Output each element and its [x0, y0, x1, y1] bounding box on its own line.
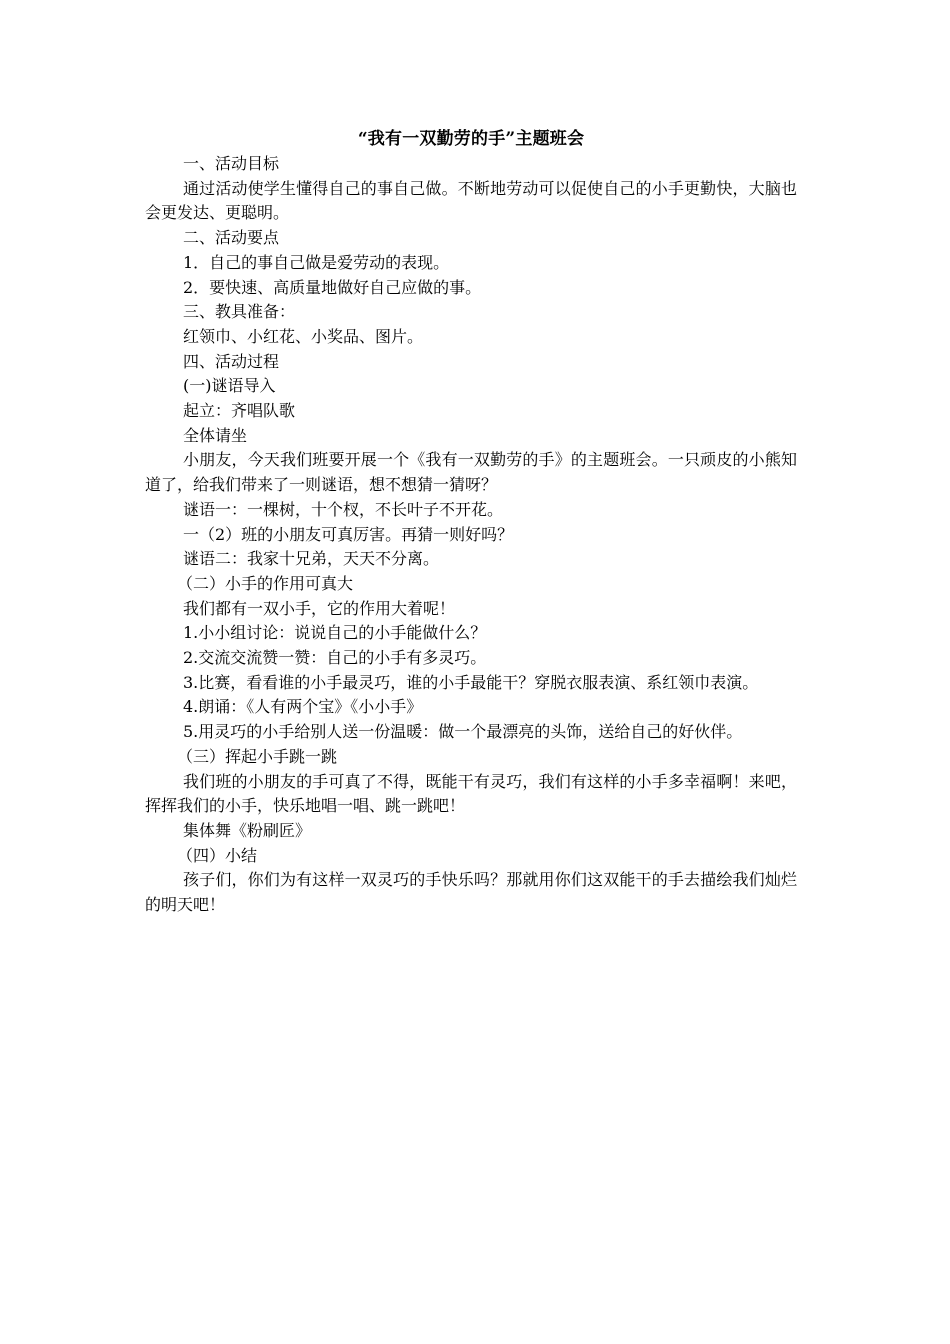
- paragraph-stand-sing: 起立：齐唱队歌: [183, 401, 296, 421]
- subsection-dance: （三）挥起小手跳一跳: [177, 746, 338, 766]
- riddle-one: 谜语一：一棵树，十个杈，不长叶子不开花。: [183, 499, 504, 519]
- paragraph-summary: 孩子们，你们为有这样一双灵巧的手快乐吗？那就用你们这双能干的手去描绘我们灿烂的明天吧！: [145, 870, 797, 915]
- subsection-riddle-intro: (一)谜语导入: [183, 376, 276, 396]
- activity-item-4: 4.朗诵：《人有两个宝》《小小手》: [183, 697, 423, 717]
- activity-item-5: 5.用灵巧的小手给别人送一份温暖：做一个最漂亮的头饰，送给自己的好伙伴。: [183, 722, 743, 742]
- section-heading-process: 四、活动过程: [183, 351, 280, 371]
- paragraph-group-dance: 集体舞《粉刷匠》: [183, 820, 312, 840]
- key-point-2: 2．要快速、高质量地做好自己应做的事。: [183, 277, 482, 297]
- paragraph-intro-speech: 小朋友，今天我们班要开展一个《我有一双勤劳的手》的主题班会。一只顽皮的小熊知道了，给我们带来了一则谜语，想不想猜一猜呀？: [145, 450, 797, 495]
- section-heading-materials: 三、教具准备：: [183, 302, 296, 322]
- subsection-summary: （四）小结: [177, 845, 258, 865]
- section-heading-key-points: 二、活动要点: [183, 228, 280, 248]
- paragraph-materials: 红领巾、小红花、小奖品、图片。: [183, 326, 424, 346]
- document-title: “我有一双勤劳的手”主题班会: [357, 129, 585, 149]
- paragraph-goals: 通过活动使学生懂得自己的事自己做。不断地劳动可以促使自己的小手更勤快，大脑也会更发达、更聪明。: [145, 178, 797, 223]
- section-heading-goals: 一、活动目标: [183, 154, 280, 173]
- riddle-two: 谜语二：我家十兄弟，天天不分离。: [183, 549, 440, 569]
- paragraph-sit-down: 全体请坐: [183, 425, 248, 445]
- key-point-1: 1．自己的事自己做是爱劳动的表现。: [183, 252, 450, 272]
- paragraph-hands-useful: 我们都有一双小手，它的作用大着呢！: [183, 598, 456, 618]
- subsection-hands-useful: （二）小手的作用可真大: [177, 573, 354, 593]
- activity-item-3: 3.比赛，看看谁的小手最灵巧，谁的小手最能干？穿脱衣服表演、系红领巾表演。: [183, 672, 759, 692]
- paragraph-praise: 一（2）班的小朋友可真厉害。再猜一则好吗？: [183, 524, 514, 544]
- activity-item-2: 2.交流交流赞一赞：自己的小手有多灵巧。: [183, 648, 487, 668]
- paragraph-dance: 我们班的小朋友的手可真了不得，既能干有灵巧，我们有这样的小手多幸福啊！来吧，挥挥我们的小手，快乐地唱一唱、跳一跳吧！: [145, 771, 797, 816]
- activity-item-1: 1.小小组讨论：说说自己的小手能做什么？: [183, 623, 487, 643]
- document-page: [145, 127, 797, 918]
